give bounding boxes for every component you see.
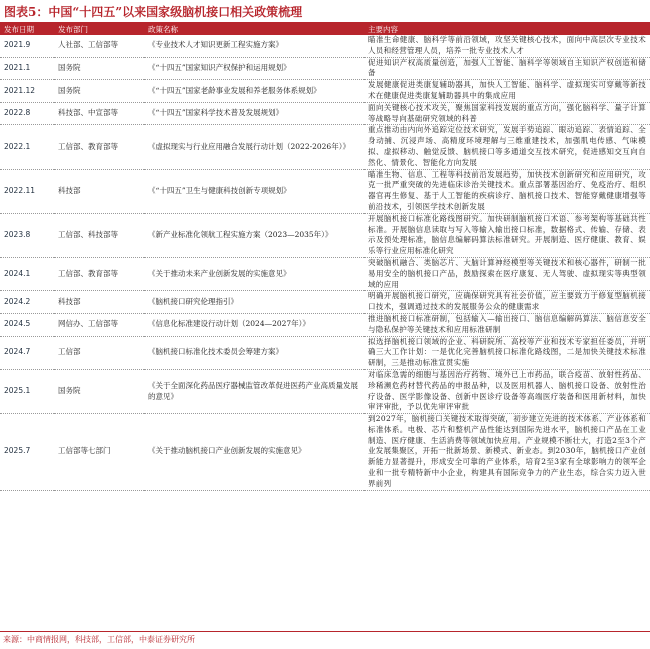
row-content: 对临床急需的细胞与基因治疗药物、境外已上市药品，联合疫苗、放射性药品、珍稀濒危药材替代药品的申报品种，以及医用机器人、脑机接口设备、放射性治疗设备、医学影像设备、创新中医诊疗设备等高端医疗装备和医用新材料，加快审评审批，予以优先审评审批 [364, 369, 650, 413]
row-department: 科技部、中宣部等 [54, 102, 144, 125]
row-policy: 《关于推动脑机接口产业创新发展的实施意见》 [144, 414, 364, 491]
row-department: 工信部、教育部等 [54, 125, 144, 169]
row-department: 工信部等七部门 [54, 414, 144, 491]
row-department: 国务院 [54, 57, 144, 80]
row-policy: 《专业技术人才知识更新工程实施方案》 [144, 35, 364, 57]
row-content: 面向关键核心技术攻关，聚焦国家科技发展的重点方向，强化脑科学、量子计算等战略导向基础研究领域的科普 [364, 102, 650, 125]
table-row [0, 57, 650, 80]
row-content: 瞄准生命健康、脑科学等前沿领域，攻坚关键核心技术，面向中高层次专业技术人员和经营管理人员，培养一批专业技术人才 [364, 35, 650, 57]
row-department: 科技部 [54, 169, 144, 213]
table-row [0, 336, 650, 369]
row-policy: 《信息化标准建设行动计划（2024—2027年）》 [144, 313, 364, 336]
row-content: 突破脑机融合、类脑芯片、大脑计算神经模型等关键技术和核心器件，研制一批易用安全的脑机接口产品，鼓励探索在医疗康复、无人驾驶、虚拟现实等典型领域的应用 [364, 257, 650, 290]
table-row [0, 414, 650, 491]
row-policy: 《“十四五”卫生与健康科技创新专项规划》 [144, 169, 364, 213]
row-policy: 《虚拟现实与行业应用融合发展行动计划（2022-2026年）》 [144, 125, 364, 169]
row-date: 2023.8 [0, 213, 54, 257]
row-date: 2021.9 [0, 35, 54, 57]
row-department: 国务院 [54, 369, 144, 413]
row-department: 工信部、教育部等 [54, 257, 144, 290]
row-policy: 《“十四五”国家科学技术普及发展规划》 [144, 102, 364, 125]
row-content: 促进知识产权高质量创造，加强人工智能、脑科学等领域自主知识产权创造和储备 [364, 57, 650, 80]
column-header-department: 发布部门 [54, 24, 144, 35]
row-policy: 《关于推动未来产业创新发展的实施意见》 [144, 257, 364, 290]
row-date: 2024.2 [0, 291, 54, 314]
table-row [0, 80, 650, 103]
row-content: 推进脑机接口标准研制，包括输入—输出接口、脑信息编解码算法、脑信息安全与隐私保护等关键技术和应用标准研制 [364, 313, 650, 336]
chart-title: 图表5：中国“十四五”以来国家级脑机接口相关政策梳理 [4, 5, 303, 19]
source-divider [0, 631, 650, 632]
row-date: 2022.8 [0, 102, 54, 125]
row-date: 2022.1 [0, 125, 54, 169]
row-date: 2021.12 [0, 80, 54, 103]
row-date: 2024.1 [0, 257, 54, 290]
row-policy: 《“十四五”国家老龄事业发展和养老服务体系规划》 [144, 80, 364, 103]
table-row [0, 291, 650, 314]
row-date: 2024.7 [0, 336, 54, 369]
row-content: 重点推动由内向外追踪定位技术研究，发展手势追踪、眼动追踪、表情追踪、全身动捕、沉浸声场、高精度环境理解与三维重建技术，加强肌电传感、气味模拟、虚拟移动、触觉反馈、脑机接口等多通道交互技术研究，促进感知交互向自然化、情景化、智能化方向发展 [364, 125, 650, 169]
column-header-date: 发布日期 [0, 24, 54, 35]
row-policy: 《新产业标准化领航工程实施方案（2023—2035年）》 [144, 213, 364, 257]
row-department: 人社部、工信部等 [54, 35, 144, 57]
row-date: 2021.1 [0, 57, 54, 80]
source-note: 来源：中商情报网，科技部，工信部，中泰证券研究所 [3, 635, 195, 644]
row-content: 明确开展脑机接口研究，应确保研究具有社会价值，应主要致力于修复型脑机接口技术，强调通过技术的发展服务公众的健康需求 [364, 291, 650, 314]
row-date: 2022.11 [0, 169, 54, 213]
row-department: 工信部 [54, 336, 144, 369]
table-header-row [0, 24, 650, 35]
row-date: 2025.1 [0, 369, 54, 413]
row-content: 开展脑机接口标准化路线图研究。加快研制脑机接口术语、参考架构等基础共性标准。开展脑信息读取与写入等输入输出接口标准，数据格式、传输、存储、表示及预处理标准，脑信息编解码算法标准研究。开展制造、医疗健康、教育、娱乐等行业应用标准化研究 [364, 213, 650, 257]
table-row [0, 125, 650, 169]
row-date: 2025.7 [0, 414, 54, 491]
row-department: 工信部、科技部等 [54, 213, 144, 257]
row-policy: 《脑机接口研究伦理指引》 [144, 291, 364, 314]
table-row [0, 213, 650, 257]
table-row [0, 313, 650, 336]
row-policy: 《“十四五”国家知识产权保护和运用规划》 [144, 57, 364, 80]
row-content: 到2027年，脑机接口关键技术取得突破，初步建立先进的技术体系、产业体系和标准体系。电极、芯片和整机产品性能达到国际先进水平，脑机接口产品在工业制造、医疗健康、生活消费等领域加快应用。产业规模不断壮大，打造2至3个产业发展集聚区，开拓一批新场景、新模式、新业态。到2030年，脑机接口产业创新能力显著提升，形成安全可靠的产业体系，培育2至3家有全球影响力的领军企业和一批专精特新中小企业，构建具有国际竞争力的产业生态，综合实力迈入世界前列 [364, 414, 650, 491]
row-content: 发展健康促进类康复辅助器具，加快人工智能、脑科学、虚拟现实可穿戴等新技术在健康促进类康复辅助器具中的集成应用 [364, 80, 650, 103]
row-date: 2024.5 [0, 313, 54, 336]
table-row [0, 102, 650, 125]
column-header-policy: 政策名称 [144, 24, 364, 35]
column-header-content: 主要内容 [364, 24, 650, 35]
row-content: 拟选择脑机接口领域的企业、科研院所、高校等产业和技术专家担任委员，并明确三大工作计划：一是优化完善脑机接口标准化路线图，二是加快关键技术标准研制，三是推动标准宣贯实施 [364, 336, 650, 369]
row-department: 网信办、工信部等 [54, 313, 144, 336]
row-department: 国务院 [54, 80, 144, 103]
table-row [0, 257, 650, 290]
table-row [0, 369, 650, 413]
row-content: 瞄准生物、信息、工程等科技前沿发展趋势，加快技术创新研究和应用研究，攻克一批严重突破的先进临床诊治关键技术。重点部署基因治疗、免疫治疗、组织器官再生修复、基于人工智能的疾病诊疗、脑机接口技术、智能穿戴健康增强等前沿技术，引领医学技术创新发展 [364, 169, 650, 213]
table-row [0, 35, 650, 57]
policy-table [0, 24, 650, 491]
row-policy: 《关于全面深化药品医疗器械监管改革促进医药产业高质量发展的意见》 [144, 369, 364, 413]
row-policy: 《脑机接口标准化技术委员会筹建方案》 [144, 336, 364, 369]
table-row [0, 169, 650, 213]
row-department: 科技部 [54, 291, 144, 314]
